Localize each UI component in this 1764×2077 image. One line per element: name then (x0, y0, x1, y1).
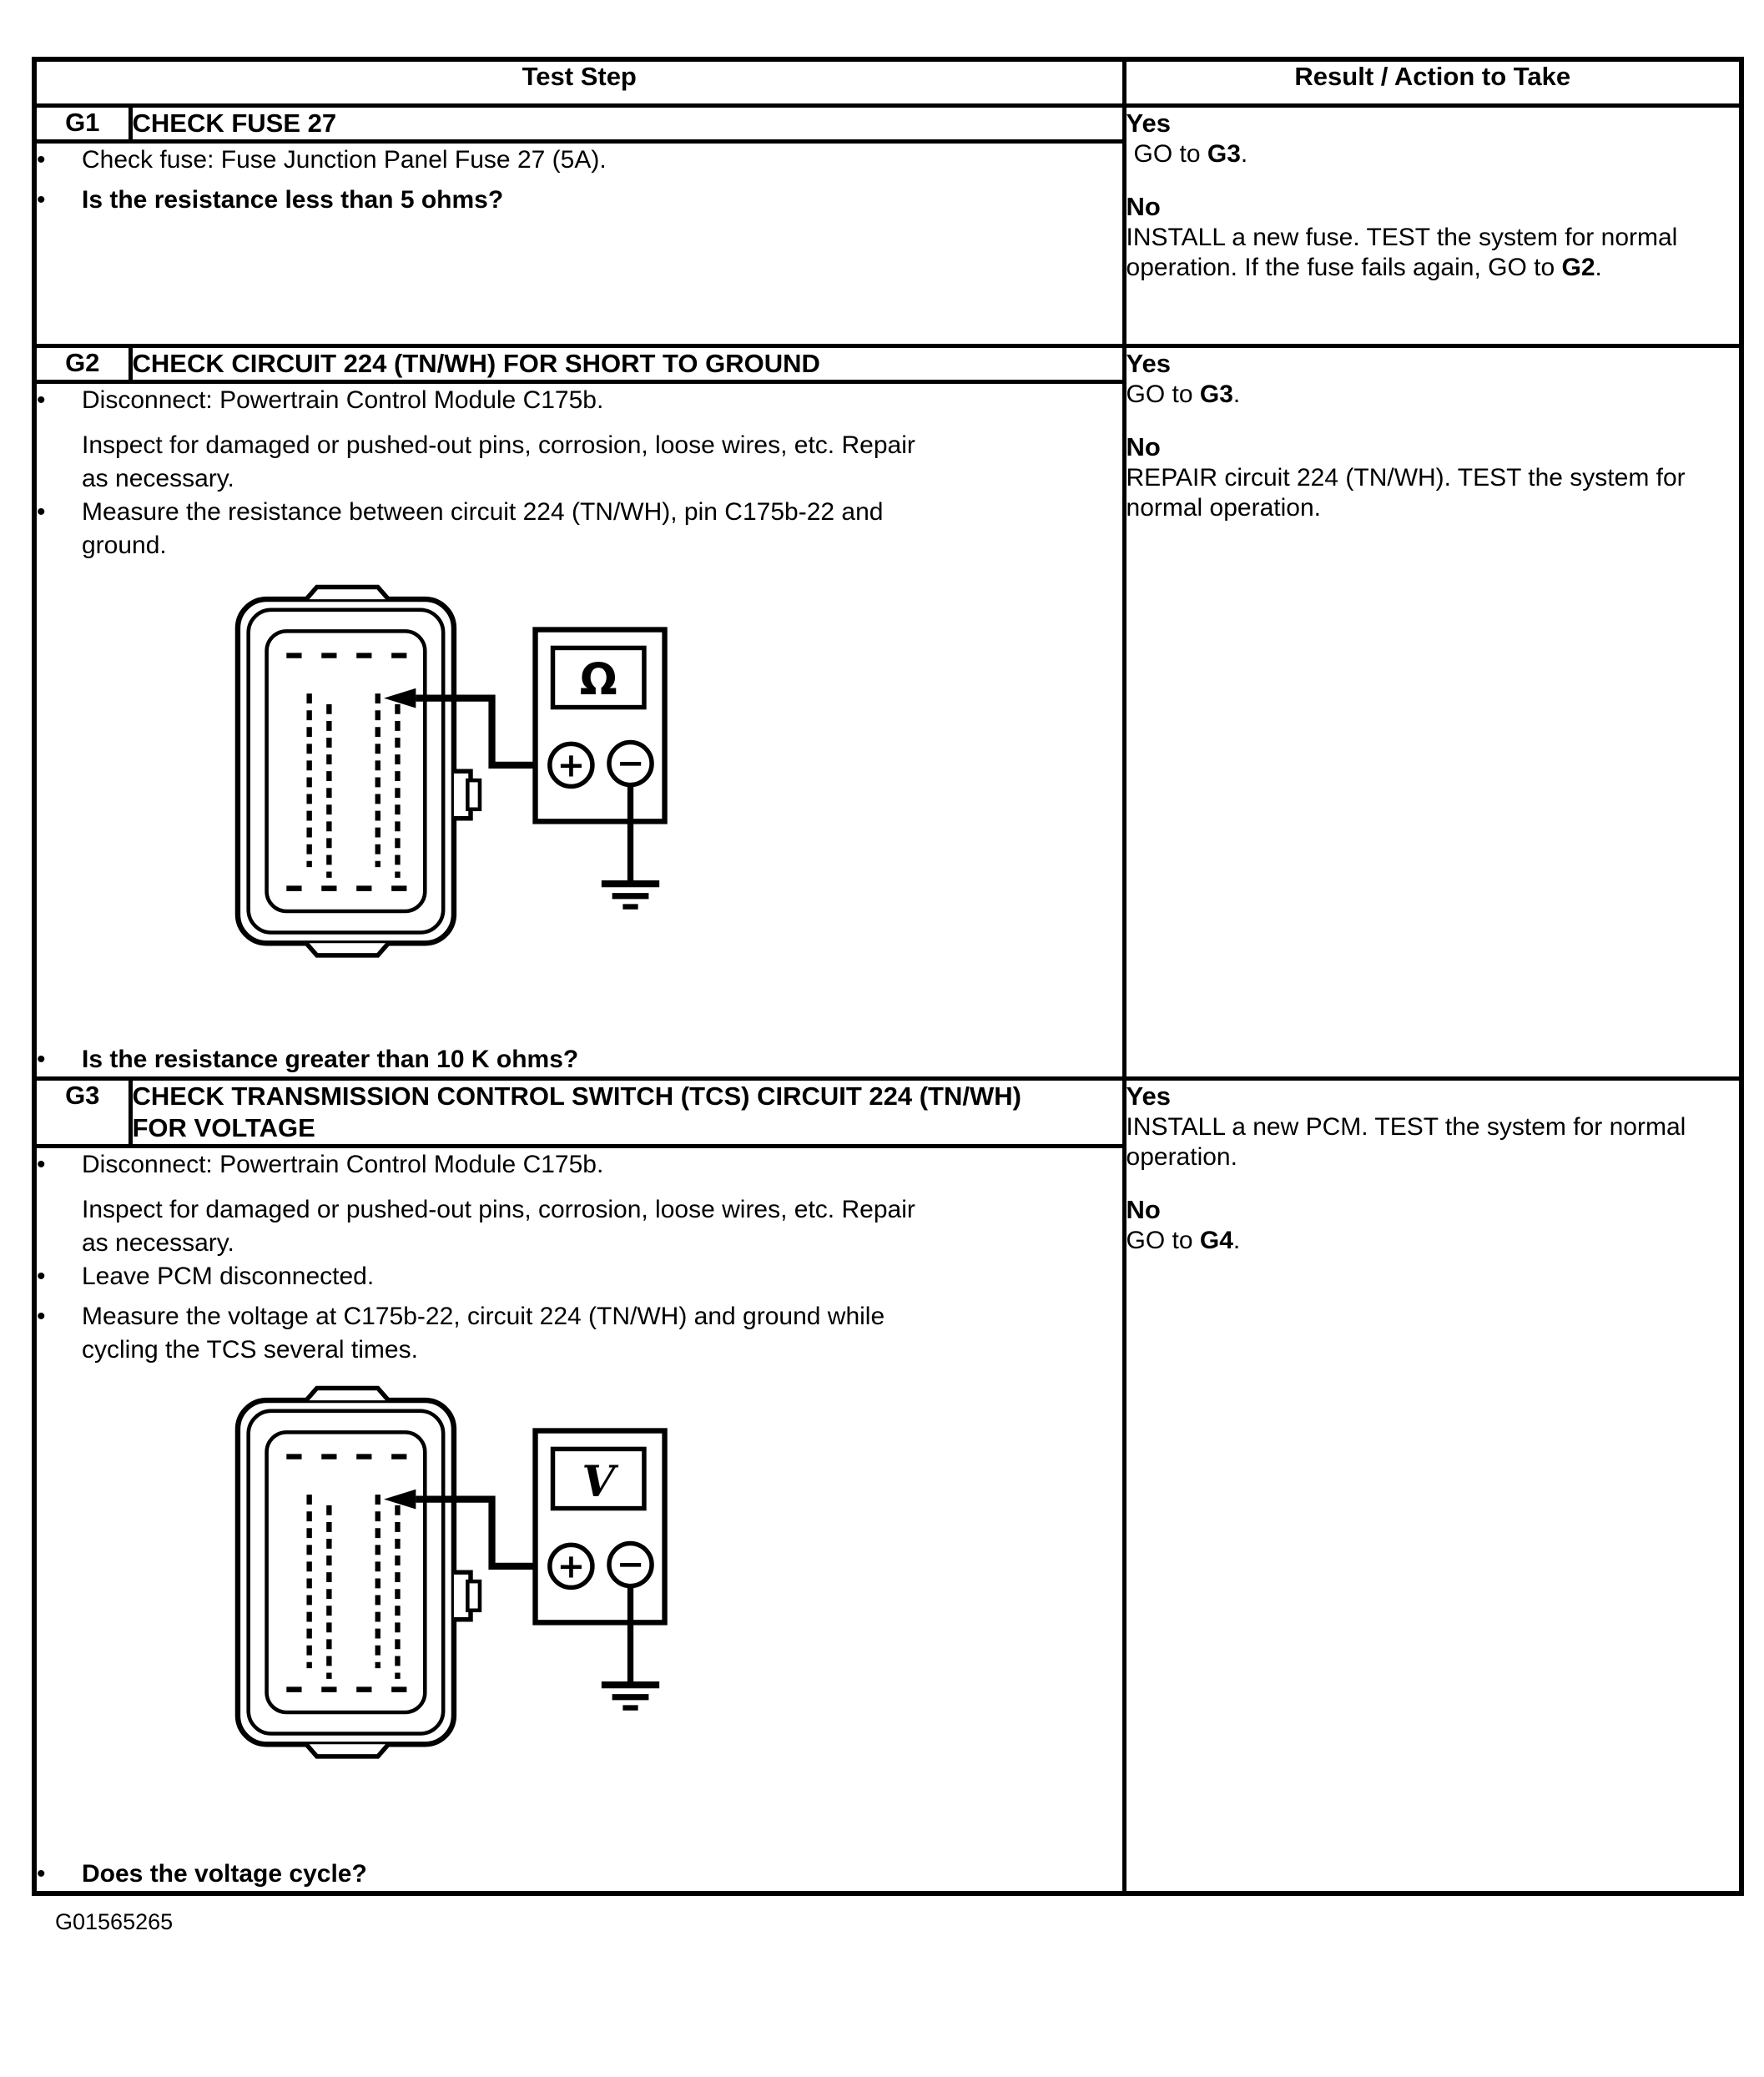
figure-id: G01565265 (55, 1909, 174, 1934)
volt-symbol-icon: V (582, 1456, 616, 1507)
step-body-g2 (34, 382, 1124, 1079)
result-no-g3 (1126, 1194, 1740, 1256)
result-cell-g2 (1124, 346, 1741, 1079)
pcm-connector-ohmmeter-diagram (227, 582, 714, 963)
result-yes-g3 (1126, 1081, 1740, 1172)
question-bullet: • Is the resistance greater than 10 K ohms? (37, 1043, 1122, 1076)
no-action: GO to G4. (1126, 1227, 1241, 1254)
step-id-g2: G2 (34, 346, 130, 382)
step-reference: G3 (1199, 381, 1233, 408)
result-no-g2 (1126, 431, 1740, 523)
instruction-paragraph: Inspect for damaged or pushed-out pins, corrosion, loose wires, etc. Repair as necessary. (82, 431, 915, 492)
result-cell-g1 (1124, 106, 1741, 346)
connector-pins (286, 1457, 406, 1690)
no-label: No (1126, 192, 1161, 221)
no-action: REPAIR circuit 224 (TN/WH). TEST the system for normal operation. (1126, 464, 1686, 522)
instruction-bullet: • Measure the resistance between circuit 224 (TN/WH), pin C175b-22 and ground. (37, 496, 1122, 562)
result-cell-g3 (1124, 1079, 1741, 1894)
yes-action: GO to G3. (1126, 381, 1241, 408)
instruction-bullet: • Check fuse: Fuse Junction Panel Fuse 27 (5A). (37, 144, 1122, 177)
connector-pins (286, 656, 406, 889)
bullet-icon: • (37, 1151, 46, 1178)
step-id-g3: G3 (34, 1079, 130, 1147)
pcm-connector-voltmeter-diagram (227, 1384, 714, 1764)
step-reference: G2 (1561, 254, 1595, 281)
result-yes-g2 (1126, 348, 1740, 410)
step-id-g1: G1 (34, 106, 130, 142)
bullet-icon: • (37, 498, 46, 526)
bullet-icon: • (37, 1046, 46, 1073)
question-bullet: • Is the resistance less than 5 ohms? (37, 184, 1122, 217)
pinpoint-test-table (32, 57, 1744, 1896)
yes-action: INSTALL a new PCM. TEST the system for normal operation. (1126, 1113, 1686, 1171)
yes-label: Yes (1126, 108, 1171, 138)
result-yes-g1 (1126, 108, 1740, 169)
bullet-icon: • (37, 186, 46, 214)
step-title-g3: CHECK TRANSMISSION CONTROL SWITCH (TCS) CIRCUIT 224 (TN/WH) FOR VOLTAGE (130, 1079, 1124, 1147)
step-title-g1: CHECK FUSE 27 (130, 106, 1124, 142)
yes-label: Yes (1126, 1081, 1171, 1111)
bullet-icon: • (37, 146, 46, 174)
multimeter (536, 630, 665, 822)
bullet-icon: • (37, 386, 46, 414)
ohm-symbol-icon: Ω (579, 654, 617, 706)
multimeter (536, 1431, 665, 1623)
instruction-bullet: • Measure the voltage at C175b-22, circuit 224 (TN/WH) and ground while cycling the TCS several times. (37, 1300, 1122, 1367)
bullet-icon: • (37, 1860, 46, 1888)
step-reference: G4 (1199, 1227, 1233, 1254)
instruction-paragraph: Inspect for damaged or pushed-out pins, corrosion, loose wires, etc. Repair as necessary. (82, 1196, 915, 1257)
instruction-bullet: • Disconnect: Powertrain Control Module C175b. (37, 384, 1122, 417)
pinpoint-test-sheet (32, 57, 1744, 1935)
result-column-header: Result / Action to Take (1124, 59, 1741, 106)
step-reference: G3 (1207, 140, 1241, 168)
pcm-connector-outline (238, 587, 480, 955)
result-no-g1 (1126, 191, 1740, 283)
instruction-bullet: • Disconnect: Powertrain Control Module C175b. (37, 1148, 1122, 1182)
bullet-icon: • (37, 1303, 46, 1330)
table-header-row (34, 59, 1741, 106)
yes-action: GO to G3. (1133, 140, 1248, 168)
svg-text:−: − (616, 1545, 645, 1584)
step-body-g1 (34, 142, 1124, 346)
test-step-column-header: Test Step (34, 59, 1124, 106)
bullet-icon: • (37, 1263, 46, 1290)
step-title-g2: CHECK CIRCUIT 224 (TN/WH) FOR SHORT TO GROUND (130, 346, 1124, 382)
step-g2-header-row (34, 346, 1741, 382)
pcm-connector-outline (238, 1388, 480, 1756)
step-g1-header-row (34, 106, 1741, 142)
yes-label: Yes (1126, 349, 1171, 378)
step-g3-header-row (34, 1079, 1741, 1147)
step-body-g3 (34, 1147, 1124, 1894)
no-label: No (1126, 1195, 1161, 1224)
no-action: INSTALL a new fuse. TEST the system for normal operation. If the fuse fails again, GO to G2. (1126, 224, 1678, 281)
question-bullet: • Does the voltage cycle? (37, 1858, 1122, 1891)
svg-text:+: + (557, 746, 586, 785)
svg-text:−: − (616, 744, 645, 783)
no-label: No (1126, 432, 1161, 461)
svg-text:+: + (557, 1547, 586, 1586)
instruction-bullet: • Leave PCM disconnected. (37, 1260, 1122, 1293)
